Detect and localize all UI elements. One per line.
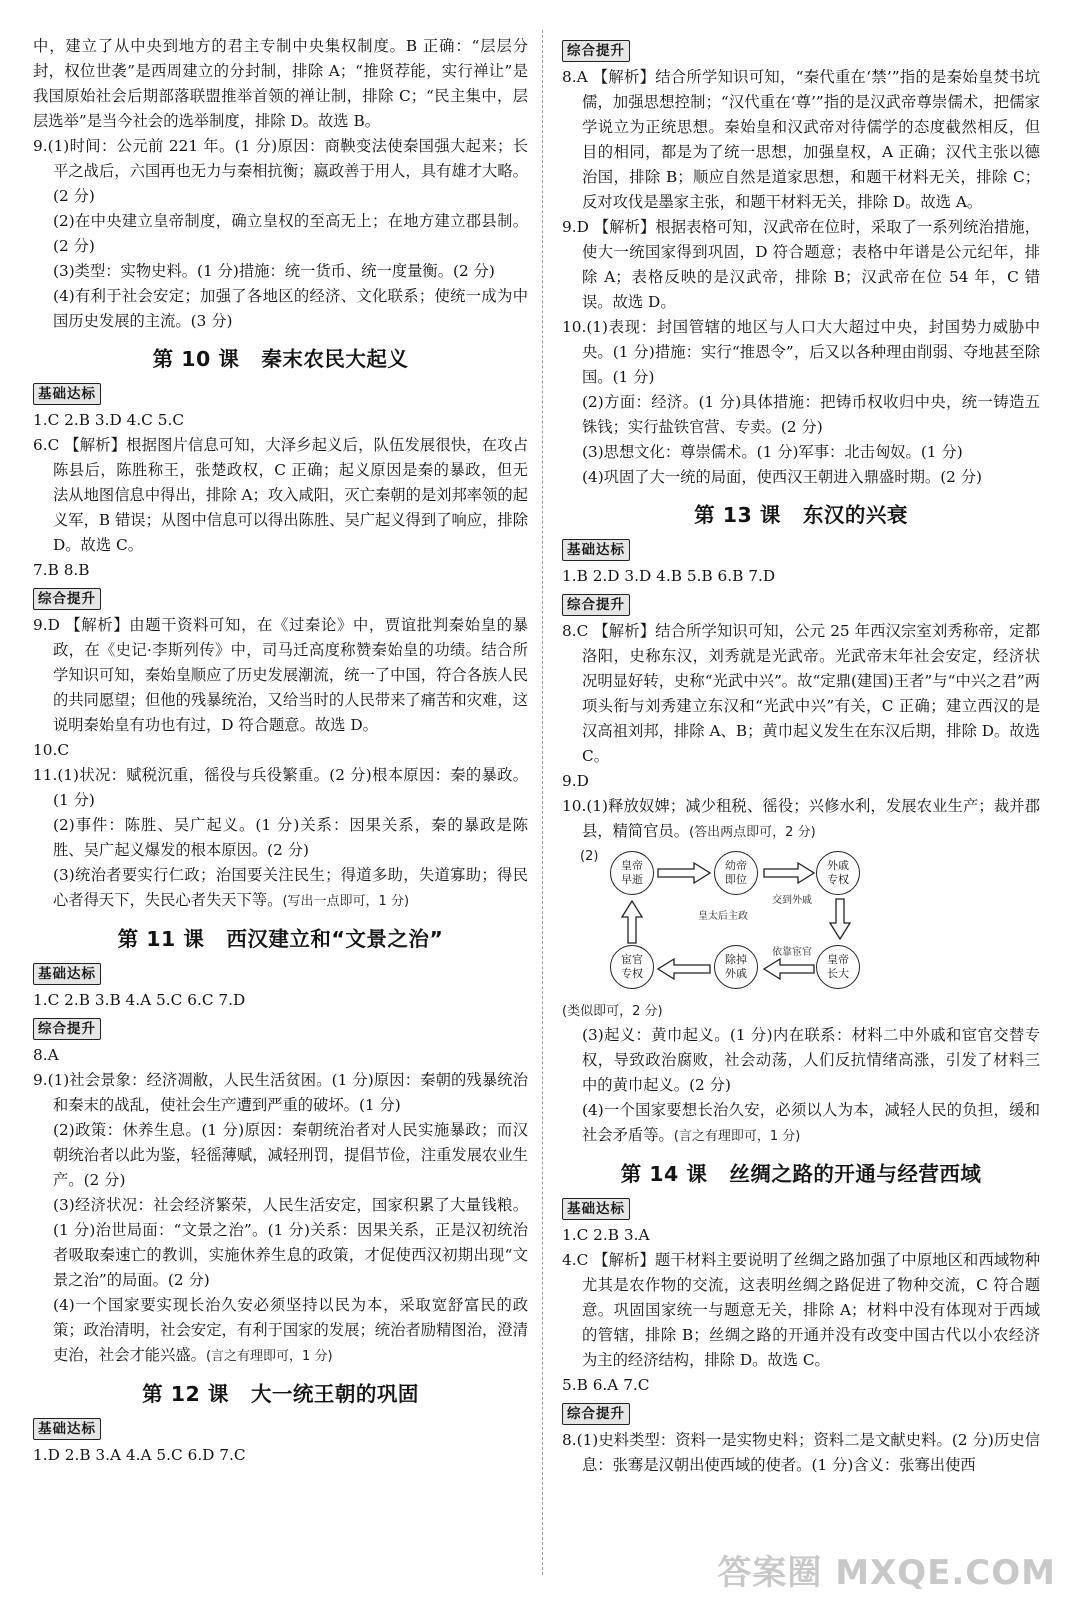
node-child-emperor: 幼帝即位 (714, 851, 758, 895)
q10-part3: (3)起义：黄巾起义。(1 分)内在联系：材料二中外戚和宦官交替专权，导致政治腐败，社会动荡，人们反抗情绪高涨，引发了材料三中的黄巾起义。(2 分) (582, 1026, 1040, 1094)
answers-5-7: 5.B 6.A 7.C (562, 1376, 650, 1394)
q9-part1: 9.(1)社会景象：经济凋敝，人民生活贫困。(1 分)原因：秦朝的残暴统治和秦末的战乱，使社会生产遭到严重的破坏。(1 分) (33, 1071, 528, 1114)
label-empress-dowager: 皇太后主政 (698, 911, 748, 922)
q9-part3: (3)经济状况：社会经济繁荣，人民生活安定，国家积累了大量钱粮。(1 分)治世局面：“文景之治”。(1 分)关系：因果关系，正是汉初统治者吸取秦速亡的教训，实施休养生息的政策，才促使西汉初期出现“文景之治”的局面。(2 分) (53, 1196, 528, 1289)
section-badge-advanced: 综合提升 (562, 594, 630, 616)
lesson-14-heading (562, 1157, 1040, 1187)
label-to-consort-clan: 交到外戚 (772, 895, 812, 906)
lesson-13-heading (562, 498, 1040, 528)
lesson-title: 西汉建立和“文景之治” (226, 927, 444, 951)
lesson-10-heading (33, 342, 528, 372)
watermark-logo: 答案圈 MXQE.COM (717, 1553, 1056, 1593)
lesson-title: 大一统王朝的巩固 (250, 1382, 419, 1406)
right-column (562, 40, 1040, 1478)
arrow-right-2 (764, 863, 814, 883)
left-column (33, 34, 528, 1468)
diagram-part-label: (2) (580, 849, 599, 864)
section-badge-advanced: 综合提升 (562, 40, 630, 62)
answers-1-7: 1.C 2.B 3.B 4.A 5.C 6.C 7.D (33, 991, 246, 1009)
section-badge-basic: 基础达标 (562, 539, 630, 561)
lesson-title: 东汉的兴衰 (802, 503, 908, 527)
arrow-up (622, 901, 642, 943)
q9-part1: 9.(1)时间：公元前 221 年。(1 分)原因：商鞅变法使秦国强大起来；长平之战后，六国再也无力与秦相抗衡；嬴政善于用人，具有雄才大略。(2 分) (33, 137, 528, 205)
handwritten-note: (答出两点即可，2 分) (689, 825, 816, 840)
q10-part3: (3)思想文化：尊崇儒术。(1 分)军事：北击匈奴。(1 分) (582, 443, 963, 461)
q9-part2: (2)政策：休养生息。(1 分)原因：秦朝统治者对人民实施暴政；而汉朝统治者以此为鉴，轻徭薄赋，减轻刑罚，提倡节俭，注重发展农业生产。(2 分) (53, 1121, 528, 1189)
handwritten-note: (类似即可，2 分) (562, 1004, 663, 1019)
lesson-number: 第 10 课 (152, 347, 240, 371)
section-badge-basic: 基础达标 (33, 1418, 101, 1440)
lesson-number: 第 13 课 (694, 503, 781, 527)
q10-part1: 10.(1)释放奴婢；减少租税、徭役；兴修水利，发展农业生产；裁并郡县，精简官员。(答出两点即可，2 分) (562, 797, 1040, 840)
answer-10: 10.C (33, 741, 70, 759)
q8-part1: 8.(1)史料类型：资料一是实物史料；资料二是文献史料。(2 分)历史信息：张骞是汉朝出使西域的使者。(1 分)含义：张骞出使西 (562, 1431, 1040, 1474)
q9-part4: (4)一个国家要实现长治久安必须坚持以民为本，采取宽舒富民的政策；政治清明，社会安定，有利于国家的发展；统治者励精图治，澄清吏治，社会才能兴盛。(言之有理即可，1 分) (53, 1296, 528, 1364)
arrow-left-2 (658, 959, 710, 979)
q4-analysis: 4.C 【解析】题干材料主要说明了丝绸之路加强了中原地区和西域物种尤其是农作物的交流，这表明丝绸之路促进了物种交流，C 符合题意。巩固国家统一与题意无关，排除 A；材料中没有体现对于西域的管辖，排除 B；丝绸之路的开通并没有改变中国古代以小农经济为主的经济结构，排除 D。故选 C。 (562, 1251, 1040, 1369)
arrow-left-1 (764, 959, 814, 979)
answers-1-5: 1.C 2.B 3.D 4.C 5.C (33, 411, 185, 429)
handwritten-note: (言之有理即可，1 分) (673, 1129, 801, 1144)
label-rely-on-eunuchs: 依靠宦官 (772, 947, 812, 958)
answer-9: 9.D (562, 772, 589, 790)
lesson-number: 第 12 课 (142, 1382, 229, 1406)
q9-part3: (3)类型：实物史料。(1 分)措施：统一货币、统一度量衡。(2 分) (53, 262, 495, 280)
q10-part4: (4)一个国家要想长治久安，必须以人为本，减轻人民的负担，缓和社会矛盾等。(言之有理即可，1 分) (582, 1101, 1040, 1144)
node-eunuch-power: 宦官专权 (610, 945, 654, 989)
lesson-number: 第 11 课 (117, 927, 205, 951)
answers-1-7: 1.B 2.D 3.D 4.B 5.B 6.B 7.D (562, 567, 776, 585)
q11-part1: 11.(1)状况：赋税沉重，徭役与兵役繁重。(2 分)根本原因：秦的暴政。(1 分) (33, 766, 528, 809)
handwritten-note: (言之有理即可，1 分) (205, 1349, 333, 1364)
column-divider (542, 30, 543, 1575)
arrow-down (830, 899, 850, 939)
q10-part1: 10.(1)表现：封国管辖的地区与人口大大超过中央，封国势力威胁中央。(1 分)措施：实行“推恩令”，后又以各种理由削弱、夺地甚至除国。(1 分) (562, 318, 1040, 386)
eastern-han-cycle-diagram (562, 847, 1040, 997)
lesson-title: 秦末农民大起义 (261, 347, 409, 371)
q9-part4: (4)有利于社会安定；加强了各地区的经济、文化联系；使统一成为中国历史发展的主流。(3 分) (53, 287, 528, 330)
lesson-title: 丝绸之路的开通与经营西域 (729, 1162, 982, 1186)
arrow-right-1 (658, 863, 710, 883)
node-consort-clan-power: 外戚专权 (816, 851, 860, 895)
q11-part3: (3)统治者要实行仁政；治国要关注民生；得道多助，失道寡助；得民心者得天下，失民心者失天下等。(写出一点即可，1 分) (53, 866, 528, 909)
q9-part2: (2)在中央建立皇帝制度，确立皇权的至高无上；在地方建立郡县制。(2 分) (53, 212, 528, 255)
q9-analysis: 9.D 【解析】根据表格可知，汉武帝在位时，采取了一系列统治措施，使大一统国家得到巩固，D 符合题意；表格中年谱是公元纪年，排除 A；表格反映的是汉武帝，排除 B；汉武帝在位 54 年，C 错误。故选 D。 (562, 218, 1040, 311)
q8-analysis: 8.C 【解析】结合所学知识可知，公元 25 年西汉宗室刘秀称帝，定都洛阳，史称东汉，刘秀就是光武帝。光武帝末年社会安定，经济状况明显好转，史称“光武中兴”。故“定鼎(建国)王者”与“中兴之君”两项头衔与刘秀建立东汉和“光武中兴”有关，C 正确；建立西汉的是汉高祖刘邦，排除 A、B；黄巾起义发生在东汉后期，排除 D。故选 C。 (562, 622, 1040, 765)
lesson-number: 第 14 课 (620, 1162, 708, 1186)
section-badge-basic: 基础达标 (33, 383, 101, 405)
lesson-11-heading (33, 922, 528, 952)
node-emperor-grows-up: 皇帝长大 (816, 945, 860, 989)
lesson-12-heading (33, 1377, 528, 1407)
q8-analysis: 8.A 【解析】结合所学知识可知，“秦代重在‘禁’”指的是秦始皇焚书坑儒，加强思想控制；“汉代重在‘尊’”指的是汉武帝尊崇儒术，把儒家学说立为正统思想。秦始皇和汉武帝对待儒学的态度截然相反，但目的相同，都是为了统一思想，加强皇权，A 正确；汉代主张以德治国，排除 B；顺应自然是道家思想，和题干材料无关，排除 C；反对攻伐是墨家主张，和题干材料无关，排除 D。故选 A。 (562, 68, 1040, 211)
handwritten-note: (写出一点即可，1 分) (282, 894, 410, 909)
q10-part2: (2)方面：经济。(1 分)具体措施：把铸币权收归中央，统一铸造五铢钱；实行盐铁官营、专卖。(2 分) (582, 393, 1040, 436)
q9-analysis: 9.D 【解析】由题干资料可知，在《过秦论》中，贾谊批判秦始皇的暴政，在《史记·李斯列传》中，司马迁高度称赞秦始皇的功绩。结合所学知识可知，秦始皇顺应了历史发展潮流，统一了中国，符合各族人民的共同愿望；但他的残暴统治，又给当时的人民带来了痛苦和灾难，这说明秦始皇有功也有过，D 符合题意。故选 D。 (33, 616, 528, 734)
section-badge-advanced: 综合提升 (33, 1018, 101, 1040)
section-badge-advanced: 综合提升 (33, 588, 101, 610)
answers-1-3: 1.C 2.B 3.A (562, 1226, 650, 1244)
section-badge-basic: 基础达标 (562, 1198, 630, 1220)
section-badge-basic: 基础达标 (33, 963, 101, 985)
q6-analysis: 6.C 【解析】根据图片信息可知，大泽乡起义后，队伍发展很快，在攻占陈县后，陈胜称王，张楚政权，C 正确；起义原因是秦的暴政，但无法从地图信息中得出，排除 A；攻入咸阳，灭亡秦朝的是刘邦率领的起义军，B 错误；从图中信息可以得出陈胜、吴广起义得到了响应，排除 D。故选 C。 (33, 436, 529, 554)
node-emperor-early-death: 皇帝早逝 (610, 851, 654, 895)
intro-text: 中，建立了从中央到地方的君主专制中央集权制度。B 正确：“层层分封，权位世袭”是西周建立的分封制，排除 A；“推贤荐能，实行禅让”是我国原始社会后期部落联盟推举首领的禅让制，排除 C；“民主集中，层层选举”是当今社会的选举制度，排除 D。故选 B。 (33, 37, 528, 130)
node-remove-consort-clan: 除掉外戚 (714, 945, 758, 989)
answers-1-7: 1.D 2.B 3.A 4.A 5.C 6.D 7.C (33, 1446, 246, 1464)
q10-part4: (4)巩固了大一统的局面，使西汉王朝进入鼎盛时期。(2 分) (582, 468, 983, 486)
answers-7-8: 7.B 8.B (33, 561, 90, 579)
answer-8: 8.A (33, 1046, 59, 1064)
q11-part2: (2)事件：陈胜、吴广起义。(1 分)关系：因果关系，秦的暴政是陈胜、吴广起义爆发的根本原因。(2 分) (53, 816, 528, 859)
section-badge-advanced: 综合提升 (562, 1403, 630, 1425)
